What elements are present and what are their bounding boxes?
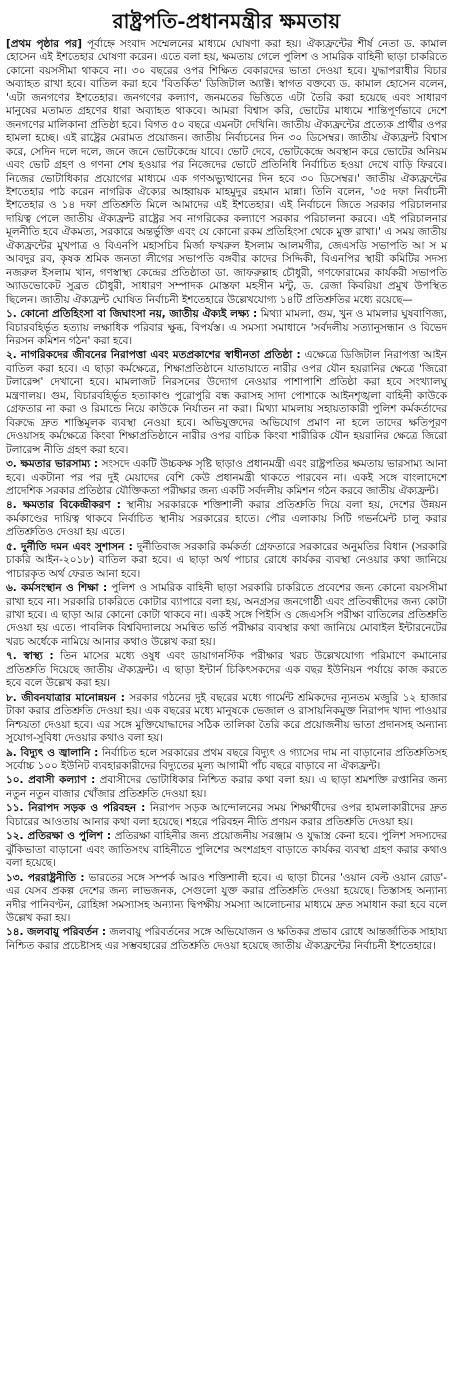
point-text: প্রতিরক্ষা বাহিনীর জন্য প্রয়োজনীয় সরঞ্জাম ও যুদ্ধাস্ত্র কেনা হবে। পুলিশ সদস্যদের ঝুঁকিভাতা বাড়ানো এবং জাতিসংঘ বাহিনীতে পুলিশের অংশগ্রহণ বাড়াতে কার্যকর ব্যবস্থা গ্রহণ করার কথাও বলা হয়েছে। [6, 830, 447, 870]
intro-paragraph [6, 38, 447, 307]
point-title: ৮. জীবনযাত্রার মানোন্নয়ন : [6, 691, 125, 704]
intro-text: পূর্বাহ্নে সংবাদ সম্মেলনের মাধ্যমে ঘোষণা করা হয়। ঐক্যফ্রন্টের শীর্ষ নেতা ড. কামাল হোসেন এই ইশতেহার ঘোষণা করেন। এতে বলা হয়, ক্ষমতায় গেলে পুলিশ ও সামরিক বাহিনী ছাড়া চাকরিতে কোনো বয়সসীমা থাকবে না। ৩০ বছরের ওপর শিক্ষিত বেকারদের ভাতা দেওয়া হবে। যুদ্ধাপরাধীর বিচার অব্যাহত রাখা হবে। বাতিল করা হবে 'বিতর্কিত' ডিজিটাল অ্যাক্ট। স্বাগত বক্তব্যে ড. কামাল হোসেন বলেন, 'এটা জনগণের ইশতেহার। জনগণের কল্যাণ, জনমতের ভিত্তিতে এটা তৈরি করা হয়েছে এবং সাধারণ মানুষের মতামত গ্রহণের ধারা অব্যাহত থাকবে। আমরা বিশ্বাস করি, ভোটের মাধ্যমে শান্তিপূর্ণভাবে দেশে জনগণের মালিকানা প্রতিষ্ঠা হবে। বিগত ৫০ বছরে এমনটা দেখিনি। জাতীয় ঐক্যফ্রন্টের প্রত্যেক প্রার্থীর ওপর হামলা হচ্ছে। এই রাষ্ট্রের মেরামত প্রয়োজন। জাতীয় নির্বাচনের দিন ৩০ ডিসেম্বর। জাতীয় ঐক্যফ্রন্ট বিশ্বাস করে, সেদিন দলে দলে, জনে জনে ভোটকেন্দ্রে যাবে। ভোট দেবে, ভোটকেন্দ্রে অবস্থান করে ভোটের অনিয়ম এবং ভোট গ্রহণ ও গণনা শেষ হওয়ার পর নিজেদের ভোটে প্রতিনিধি নির্বাচিত হওয়া দেখে বাড়ি ফিরবে। নিজের ভোটাধিকার প্রয়োগের মাধ্যমে এক গণঅভ্যুত্থানের দিন হবে ৩০ ডিসেম্বর।' জাতীয় ঐক্যফ্রন্টের ইশতেহার পাঠ করেন নাগরিক ঐক্যের আহ্বায়ক মাহমুদুর রহমান মান্না। তিনি বলেন, '৩৫ দফা নির্বাচনী ইশতেহার ও ১৪ দফা প্রতিশ্রুতি মিলে আমাদের এই ইশতেহার। এই নির্বাচনে জিতে সরকার পরিচালনার দায়িত্ব পেলে জাতীয় ঐক্যফ্রন্ট রাষ্ট্রের সব নাগরিকের কল্যাণে সরকার পরিচালনা করবে। এই পরিচালনার মূলনীতি হবে ঐকমত্য, সরকারে অন্তর্ভুক্তি এবং যে কোনো রকম প্রতিহিংসা থেকে মুক্ত রাখা।' এ সময় জাতীয় ঐক্যফ্রন্টের মুখপাত্র ও বিএনপি মহাসচিব মির্জা ফখরুল ইসলাম আলমগীর, জেএসডি সভাপতি আ স ম আবদুর রব, কৃষক শ্রমিক জনতা লীগের সভাপতি বঙ্গবীর কাদের সিদ্দিকী, বিএনপির স্থায়ী কমিটির সদস্য নজরুল ইসলাম খান, গণস্বাস্থ্য কেন্দ্রের প্রতিষ্ঠাতা ডা. জাফরুল্লাহ চৌধুরী, গণফোরামের কার্যকরী সভাপতি অ্যাডভোকেট সুব্রত চৌধুরী, সাধারণ সম্পাদক মোস্তফা মহসীন মন্টু, ড. রেজা কিবরিয়া প্রমুখ উপস্থিত ছিলেন। জাতীয় ঐক্যফ্রন্ট ঘোষিত নির্বাচনী ইশতেহারে উল্লেখযোগ্য ১৪টি প্রতিশ্রুতির মধ্যে রয়েছে— [6, 38, 447, 306]
point-5 [6, 541, 447, 581]
point-13 [6, 872, 447, 926]
point-title: ৪. ক্ষমতার বিকেন্দ্রীকরণ : [6, 499, 121, 512]
point-title: ১. কোনো প্রতিহিংসা বা জিঘাংসা নয়, জাতীয় ঐক্যই লক্ষ্য : [6, 308, 258, 321]
point-title: ১৩. পররাষ্ট্রনীতি : [6, 871, 85, 884]
point-title: ১০. প্রবাসী কল্যাণ : [6, 774, 96, 787]
point-title: ৭. স্বাস্থ্য : [6, 650, 54, 663]
continued-label: [প্রথম পৃষ্ঠার পর] [6, 38, 82, 50]
point-14 [6, 926, 447, 953]
point-text: জলবায়ু পরিবর্তনের সঙ্গে অভিযোজন ও ক্ষতিকর প্রভাব রোধে আন্তর্জাতিক সাহায্য নিশ্চিত করার প্রচেষ্টাসহ এর সম্ভবহারের প্রতিশ্রুতি দেওয়া হয়েছে জাতীয় ঐক্যফ্রন্টের নির্বাচনী ইশতেহারে। [6, 926, 448, 952]
point-text: সরকার গঠনের দুই বছরের মধ্যে গার্মেন্ট শ্রমিকদের ন্যূনতম মজুরি ১২ হাজার টাকা করার প্রতিশ্রুতি দেওয়া হয়। এক বছরের মধ্যে মানুষকে ভেজাল ও রাসায়নিকমুক্ত নিরাপদ খাদ্য পাওয়ার নিশ্চয়তা দেওয়া হবে। এর সঙ্গে মুক্তিযোদ্ধাদের সঠিক তালিকা তৈরি করে প্রয়োজনীয় ভাতা প্রদানসহ অন্যান্য সুযোগ-সুবিধা দেওয়ার কথাও বলা হয়। [6, 691, 447, 745]
point-title: ৫. দুর্নীতি দমন এবং সুশাসন : [6, 540, 133, 553]
point-9 [6, 747, 447, 774]
point-text: নির্বাচিত হলে সরকারের প্রথম বছরে বিদ্যুৎ ও গ্যাসের দাম না বাড়ানোর প্রতিশ্রুতিসহ সর্বোচ্চ ১০০ ইউনিট ব্যবহারকারীদের বিদ্যুতের মূল্য আগামী পাঁচ বছরে বাড়াবে না ঐক্যফ্রন্ট। [6, 746, 447, 773]
point-title: ৯. বিদ্যুৎ ও জ্বালানি : [6, 746, 99, 759]
article-body [6, 38, 447, 953]
point-text: এক্ষেত্রে ডিজিটাল নিরাপত্তা আইন বাতিল করা হবে। এ ছাড়া কর্মক্ষেত্রে, শিক্ষাপ্রতিষ্ঠানে যাতায়াতে নারীর ওপর যৌন হয়রানির ক্ষেত্রে 'জিরো টলারেন্স' দেখানো হবে। মামলাজট নিরসনের উদ্যোগ নেওয়ার পাশাপাশি প্রতিষ্ঠা করা হবে সংখ্যালঘু মন্ত্রণালয়। গুম, বিচারবহির্ভূত হত্যাকাণ্ড পুরোপুরি বন্ধ করাসহ সাদা পোশাকে আইনশৃঙ্খলা বাহিনী কাউকে গ্রেফতার না করা ও রিমান্ডে নিয়ে কাউকে নির্যাতন না করা। মিথ্যা মামলায় সহায়তাকারী পুলিশ কর্মকর্তাদের বিরুদ্ধে দ্রুত শাস্তিমূলক ব্যবস্থা নেওয়া হবে। অভিযুক্তদের অভিযোগ প্রমাণ না হলে তাদের ক্ষতিপূরণ দেওয়াসহ কর্মক্ষেত্রে কিংবা শিক্ষাপ্রতিষ্ঠানে নারীর ওপর বাচিক কিংবা শারীরিক যৌন হয়রানির ক্ষেত্রে জিরো টলারেন্স নীতি গ্রহণ করা হবে। [6, 349, 447, 456]
point-8 [6, 692, 447, 746]
point-text: দুর্নীতিবাজ সরকারি কর্মকর্তা গ্রেফতারে সরকারের অনুমতির বিধান (সরকারি চাকরি আইন-২০১৮) বাতিল করা হবে। এ ছাড়া অর্থ পাচার রোধে কার্যকর ব্যবস্থা নেওয়ার কথা জানিয়ে পাচারকৃত অর্থ ফেরত আনা হবে। [6, 540, 447, 580]
point-title: ১৪. জলবায়ু পরিবর্তন : [6, 926, 106, 939]
point-text: স্থানীয় সরকারকে শক্তিশালী করার প্রতিশ্রুতি দিয়ে বলা হয়, দেশের উন্নয়ন কর্মকাণ্ডের দায়িত্ব থাকবে নির্বাচিত স্থানীয় সরকারের হাতে। পৌর এলাকায় সিটি গভর্নমেন্ট চালু করার প্রতিশ্রুতিও দেওয়া হয় এতে। [6, 499, 447, 539]
point-10 [6, 774, 447, 801]
point-4 [6, 499, 447, 539]
point-title: ২. নাগরিকদের জীবনের নিরাপত্তা এবং মতপ্রকাশের স্বাধীনতা প্রতিষ্ঠা : [6, 349, 301, 362]
point-text: তিন মাসের মধ্যে ওষুধ এবং ডায়াগনস্টিক পরীক্ষার খরচ উল্লেখযোগ্য পরিমাণে কমানোর প্রতিশ্রুতি দিয়েছে জাতীয় ঐক্যফ্রন্ট। এ ছাড়া ইন্টার্ন চিকিৎসকদের এক বছর ইউনিয়ন পর্যায়ে কাজ করতে হবে বলে উল্লেখ করা হয়। [6, 650, 447, 690]
point-text: মিথ্যা মামলা, গুম, খুন ও মামলার ঘুষবাণিজ্য, বিচারবহির্ভূত হত্যায় লক্ষাধিক পরিবার ক্ষুব্ধ, বিপর্যস্ত। এ সমস্যা সমাধানে 'সর্বদলীয় সত্যানুসন্ধান ও বিভেদ নিরসন কমিশন গঠন' করা হবে। [6, 308, 448, 347]
point-title: ১১. নিরাপদ সড়ক ও পরিবহন : [6, 802, 146, 815]
point-11 [6, 802, 447, 829]
point-3 [6, 458, 447, 498]
headline: রাষ্ট্রপতি-প্রধানমন্ত্রীর ক্ষমতায় [112, 9, 341, 33]
point-7 [6, 650, 447, 690]
point-text: নিরাপদ সড়ক আন্দোলনের সময় শিক্ষার্থীদের ওপর হামলাকারীদের দ্রুত বিচারের আওতায় আনার কথা বলা হয়েছে। শহরে পরিবহন নীতি প্রণয়ন করার প্রতিশ্রুতি দেওয়া হয়। [6, 802, 447, 828]
point-12 [6, 830, 447, 870]
point-title: ১২. প্রতিরক্ষা ও পুলিশ : [6, 830, 112, 843]
point-6 [6, 582, 447, 649]
point-title: ৩. ক্ষমতার ভারসাম্য : [6, 458, 99, 471]
point-text: সংসদে একটি উচ্চকক্ষ সৃষ্টি ছাড়াও প্রধানমন্ত্রী এবং রাষ্ট্রপতির ক্ষমতায় ভারসাম্য আনা হবে। একটানা পর পর দুই মেয়াদের বেশি কেউ প্রধানমন্ত্রী থাকতে পারবেন না। একই সঙ্গে বাংলাদেশে প্রাদেশিক সরকার প্রতিষ্ঠার যৌক্তিকতা পরীক্ষার জন্য একটি সর্বদলীয় কমিশন গঠন করবে জাতীয় ঐক্যফ্রন্ট। [6, 458, 447, 497]
point-title: ৬. কর্মসংস্থান ও শিক্ষা : [6, 582, 108, 595]
point-text: পুলিশ ও সামরিক বাহিনী ছাড়া সরকারি চাকরিতে প্রবেশের জন্য কোনো বয়সসীমা রাখা হবে না। সরকারি চাকরিতে কোটার ব্যাপারে বলা হয়, অনগ্রসর জনগোষ্ঠী এবং প্রতিবন্ধীদের জন্য কোটা রাখা হবে। এ ছাড়া আর কোনো কোটা থাকবে না। একই সঙ্গে পিইসি ও জেএসসি পরীক্ষা বাতিলের প্রতিশ্রুতি দেওয়া হয় এতে। পাবলিক বিশ্ববিদ্যালয়ে সমন্বিত ভর্তি পরীক্ষার ব্যবস্থার কথা জানিয়ে মোবাইল ইন্টারনেটের খরচ অর্ধেকে নামিয়ে আনার কথাও উল্লেখ করা হয়। [6, 582, 447, 648]
point-text: ভারতের সঙ্গে সম্পর্ক আরও শক্তিশালী হবে। এ ছাড়া চীনের 'ওয়ান বেল্ট ওয়ান রোড'-এর যেসব প্রকল্প দেশের জন্য লাভজনক, সেগুলো যুক্ত করার প্রতিশ্রুতি দেওয়া হয়েছে। তিস্তাসহ অন্যান্য নদীর পানিবণ্টন, রোহিঙ্গা সমস্যাসহ অন্যান্য দ্বিপক্ষীয় সমস্যা আলোচনার মাধ্যমে দ্রুত সমাধান করা হবে বলে উল্লেখ করা হয়। [6, 871, 447, 924]
point-text: প্রবাসীদের ভোটাধিকার নিশ্চিত করার কথা বলা হয়। এ ছাড়া শ্রমশক্তি রপ্তানির জন্য নতুন নতুন বাজার খোঁজার প্রতিশ্রুতি দেওয়া হয়। [6, 774, 447, 800]
point-2 [6, 349, 447, 457]
point-1 [6, 308, 447, 348]
